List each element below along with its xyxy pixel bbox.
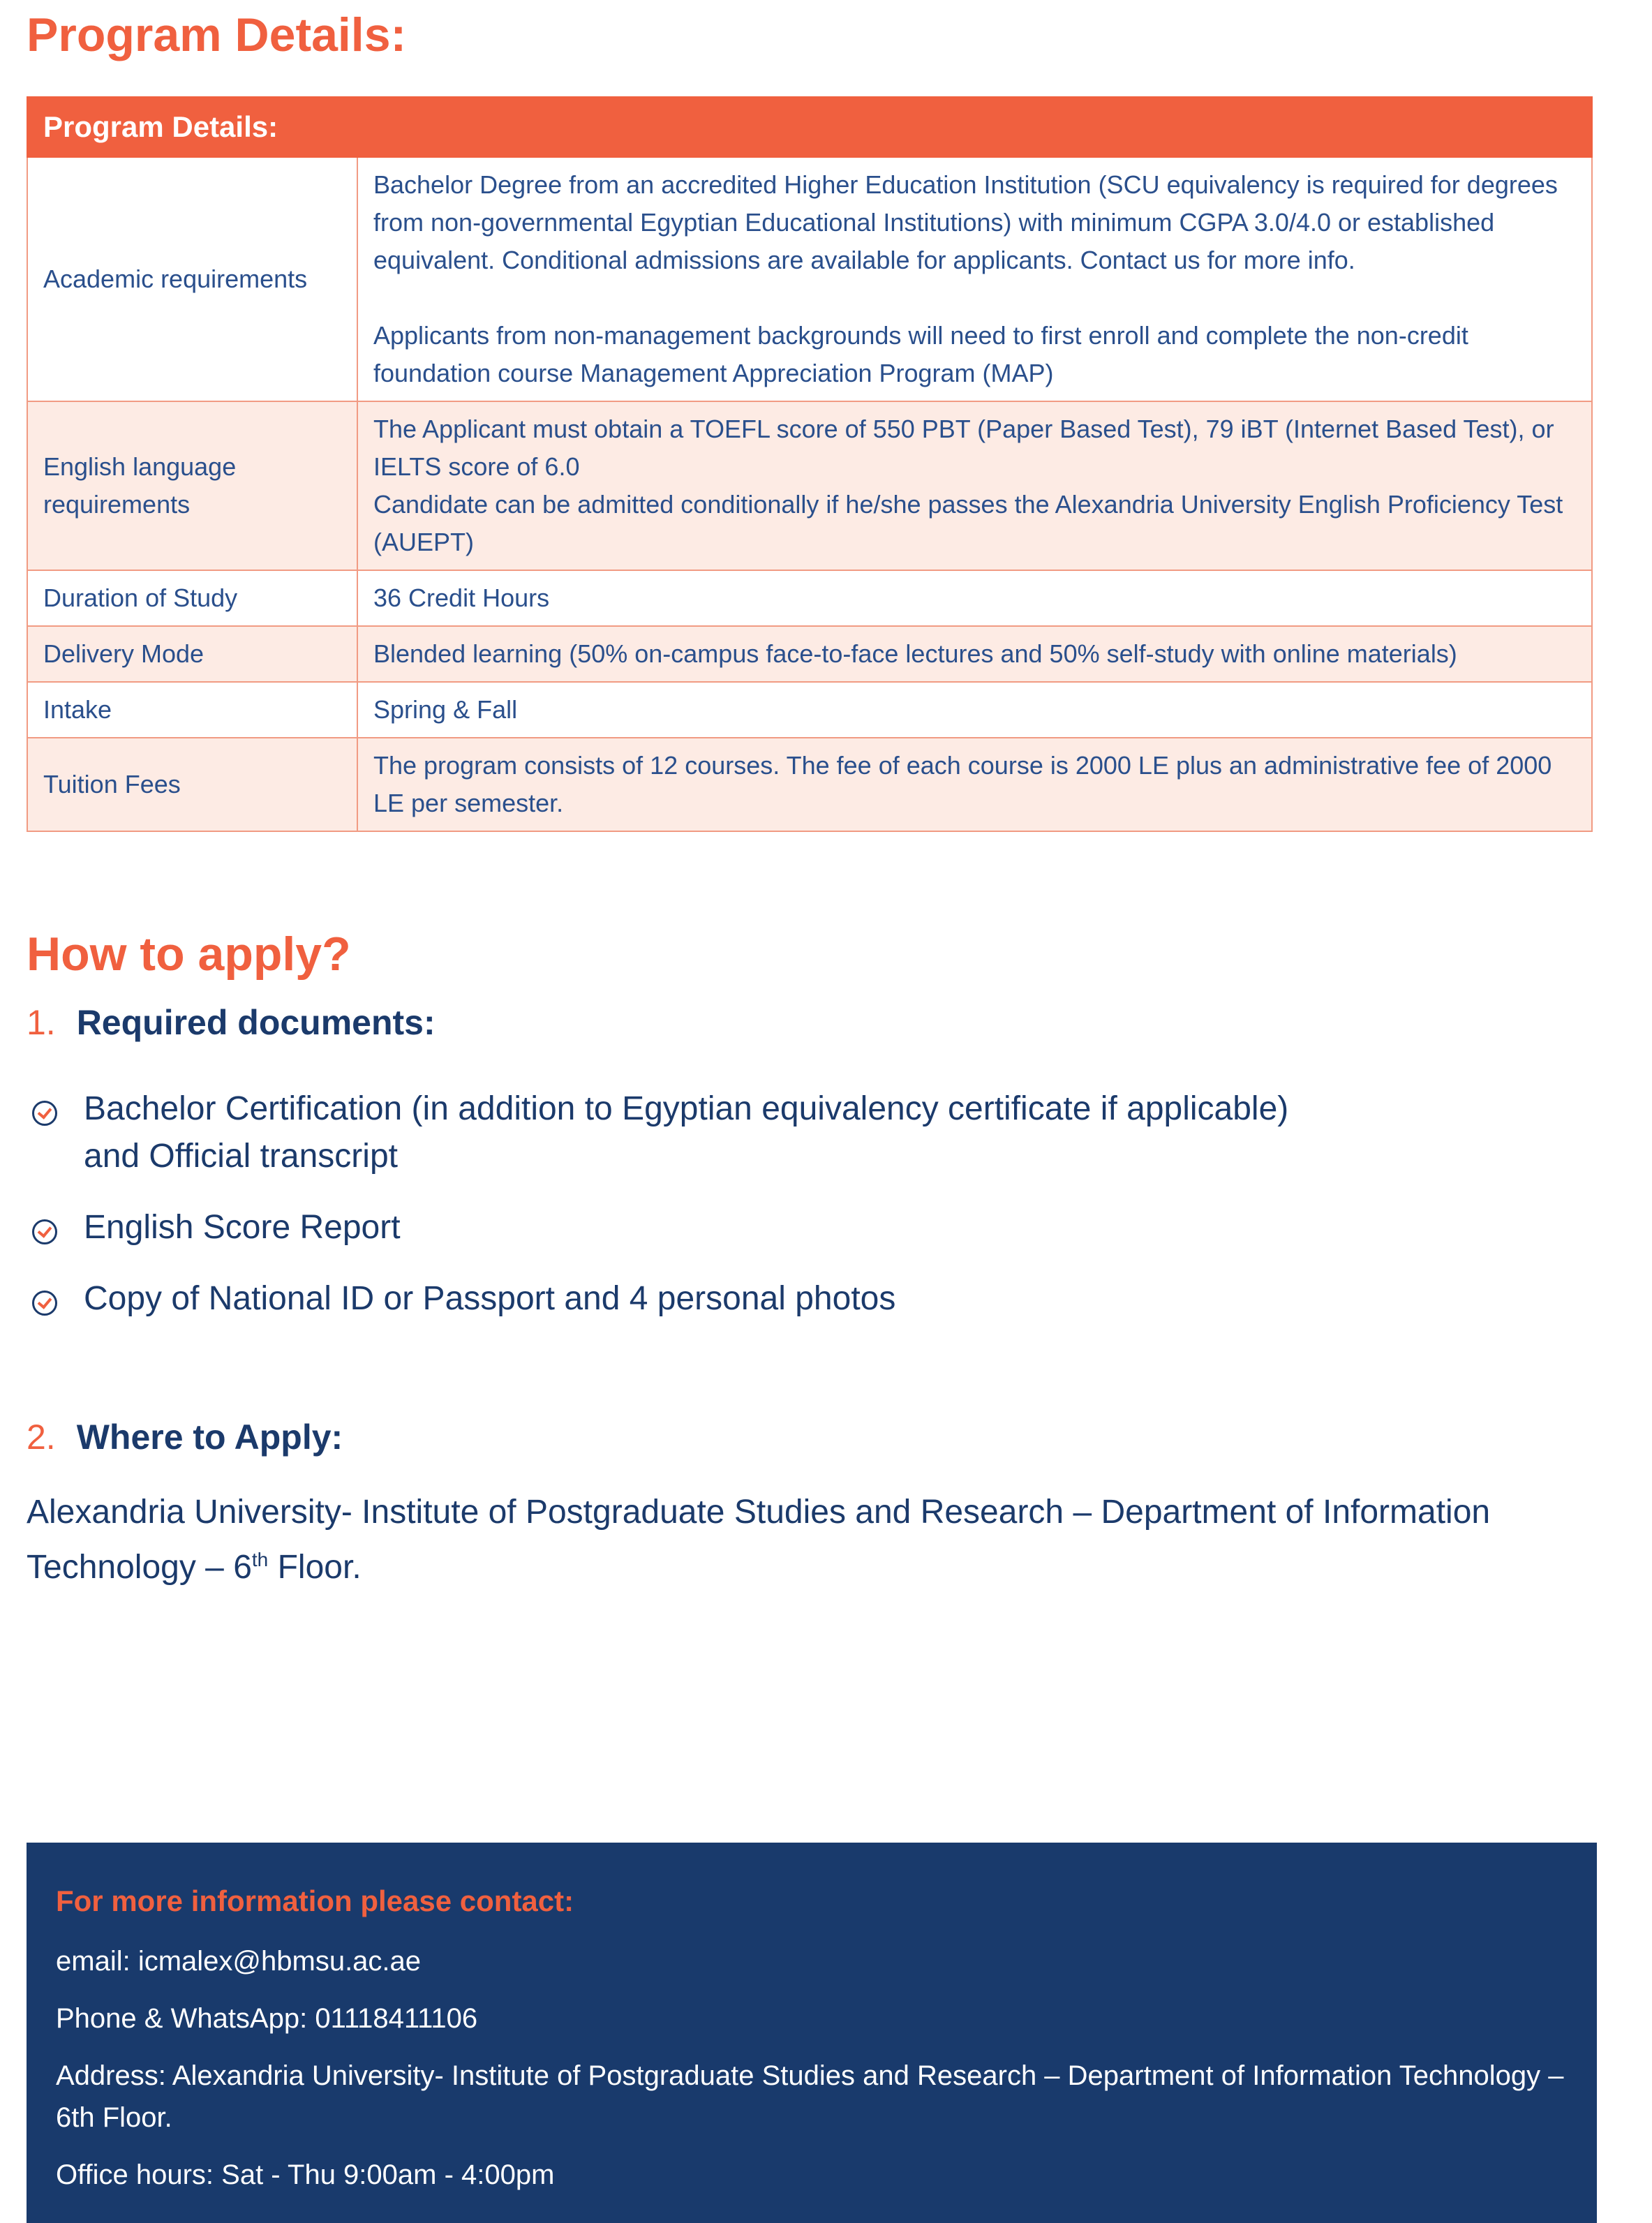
how-to-apply-heading: How to apply?: [27, 928, 351, 981]
document-text: Copy of National ID or Passport and 4 personal photos: [84, 1280, 896, 1317]
table-header-row: [27, 97, 1592, 157]
row-value: Spring & Fall: [357, 682, 1592, 738]
row-paragraph: Applicants from non-management backgrounds will need to first enroll and complete the non-credit foundation course Management Appreciation Program (MAP): [373, 321, 1468, 387]
row-value: [357, 157, 1592, 401]
row-paragraph: Candidate can be admitted conditionally if he/she passes the Alexandria University English Proficiency Test (AUEPT): [373, 490, 1563, 556]
row-value: The program consists of 12 courses. The fee of each course is 2000 LE plus an administrative fee of 2000 LE per semester.: [357, 738, 1592, 831]
contact-phone: Phone & WhatsApp: 01118411106: [56, 2003, 478, 2034]
address-superscript: th: [251, 1549, 269, 1570]
row-value: 36 Credit Hours: [357, 570, 1592, 626]
table-row-intake: [27, 682, 1592, 738]
row-value: Blended learning (50% on-campus face-to-face lectures and 50% self-study with online materials): [357, 626, 1592, 682]
page-title: Program Details:: [27, 8, 407, 61]
document-text: Bachelor Certification (in addition to Egyptian equivalency certificate if applicable) and Official transcript: [84, 1090, 1289, 1175]
step-where-to-apply: [27, 1417, 343, 1457]
step-title: Required documents:: [76, 1003, 436, 1042]
check-circle-icon: [32, 1219, 57, 1244]
contact-box: [27, 1843, 1597, 2223]
documents-list: [27, 1085, 1353, 1346]
row-label: English language requirements: [27, 401, 357, 570]
list-item: [27, 1085, 1353, 1180]
row-label: Duration of Study: [27, 570, 357, 626]
row-value: [357, 401, 1592, 570]
row-paragraph: The Applicant must obtain a TOEFL score of 550 PBT (Paper Based Test), 79 iBT (Internet Based Test), or IELTS score of 6.0: [373, 415, 1554, 481]
contact-hours: Office hours: Sat - Thu 9:00am - 4:00pm: [56, 2159, 555, 2190]
contact-address: Address: Alexandria University- Institute of Postgraduate Studies and Research – Department of Information Technology – 6th Floor.: [56, 2060, 1564, 2133]
step-title: Where to Apply:: [76, 1418, 343, 1457]
contact-email: email: icmalex@hbmsu.ac.ae: [56, 1946, 422, 1977]
step-number: 1.: [27, 1003, 56, 1042]
table-row-delivery: [27, 626, 1592, 682]
table-row-fees: [27, 738, 1592, 831]
step-number: 2.: [27, 1418, 56, 1457]
row-label: Academic requirements: [27, 157, 357, 401]
table-row-academic: [27, 157, 1592, 401]
contact-title: For more information please contact:: [56, 1884, 574, 1917]
list-item: [27, 1204, 1353, 1251]
list-item: [27, 1275, 1353, 1323]
check-circle-icon: [32, 1101, 57, 1126]
row-label: Intake: [27, 682, 357, 738]
address-end: Floor.: [268, 1549, 362, 1586]
table-row-duration: [27, 570, 1592, 626]
check-circle-icon: [32, 1291, 57, 1316]
row-paragraph: Bachelor Degree from an accredited Higher Education Institution (SCU equivalency is required for degrees from non-governmental Egyptian Educational Institutions) with minimum CGPA 3.0/4.0 or established equivalent. Conditional admissions are available for applicants. Contact us for more info.: [373, 170, 1558, 274]
row-label: Tuition Fees: [27, 738, 357, 831]
table-row-english: [27, 401, 1592, 570]
address-text: Alexandria University- Institute of Postgraduate Studies and Research – Department of Information Technology – 6: [27, 1494, 1491, 1586]
row-label: Delivery Mode: [27, 626, 357, 682]
table-header: Program Details:: [27, 97, 1592, 157]
program-details-table: [27, 96, 1593, 832]
step-required-documents: [27, 1002, 436, 1043]
document-text: English Score Report: [84, 1209, 401, 1246]
apply-address: [27, 1489, 1590, 1591]
